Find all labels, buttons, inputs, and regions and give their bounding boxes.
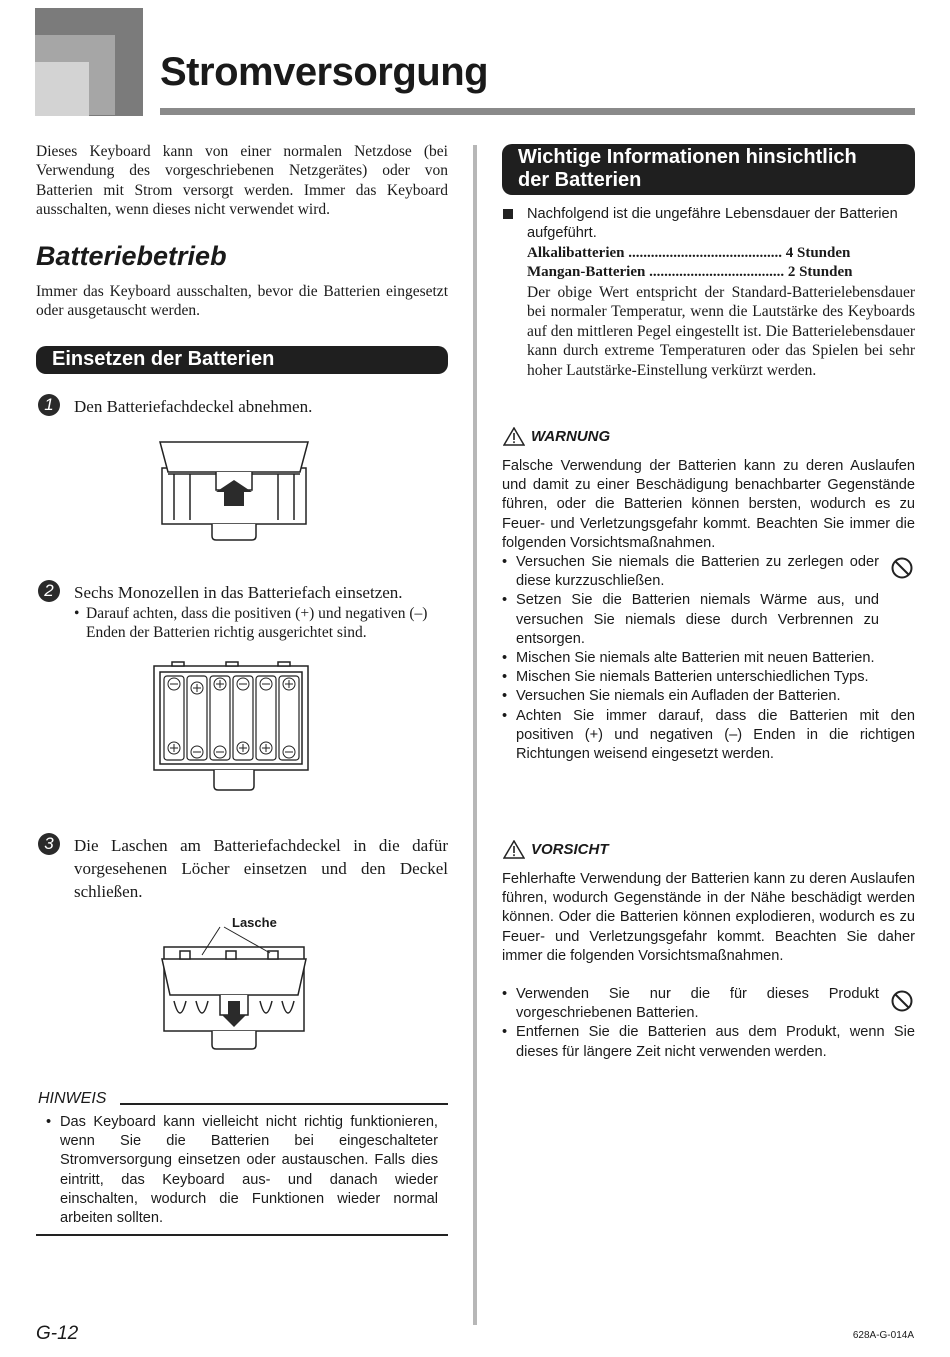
step-1-number: 1 — [38, 394, 60, 416]
caution-item: • Entfernen Sie die Batterien aus dem Produkt, wenn Sie dieses für längere Zeit nicht verwenden werden. — [502, 1023, 915, 1061]
battery-life-lead: Nachfolgend ist die ungefähre Lebensdauer der Batterien aufgeführt. — [527, 206, 898, 242]
step-3-text: Die Laschen am Batteriefachdeckel in die dafür vorgesehenen Löcher einsetzen und den Deckel schließen. — [74, 836, 448, 901]
warning-item: • Versuchen Sie niemals ein Aufladen der Batterien. — [502, 687, 915, 706]
caution-triangle-icon — [503, 840, 525, 859]
document-code: 628A-G-014A — [852, 1330, 914, 1341]
battery-section-text: Immer das Keyboard ausschalten, bevor die Batterien eingesetzt oder ausgetauscht werden. — [36, 283, 448, 320]
prohibited-icon — [891, 557, 913, 579]
step-1-text: Den Batteriefachdeckel abnehmen. — [74, 397, 313, 416]
square-bullet-icon — [503, 209, 513, 219]
caution-item: • Verwenden Sie nur die für dieses Produkt vorgeschriebenen Batterien. — [502, 985, 915, 1023]
intro-paragraph: Dieses Keyboard kann von einer normalen Netzdose (bei Verwendung des vorgeschriebenen Netzgerätes) oder von Batterien mit Strom versorgt werden. Immer das Keyboard ausschalten, wenn dieses nicht verwendet wird. — [36, 143, 448, 219]
battery-life-value: 2 Stunden — [787, 264, 853, 281]
note-heading: HINWEIS — [38, 1090, 107, 1107]
battery-life-table — [527, 244, 879, 283]
battery-info-heading-line1: Wichtige Informationen hinsichtlich — [518, 146, 857, 168]
step-2-text: Sechs Monozellen in das Batteriefach einsetzen. — [74, 583, 403, 602]
warning-list — [502, 553, 915, 764]
leader-dots: .................................... — [645, 264, 785, 281]
battery-life-row-alkaline — [527, 244, 879, 263]
column-divider — [473, 145, 477, 1325]
warning-item: • Mischen Sie niemals Batterien unterschiedlichen Typs. — [502, 668, 915, 687]
caution-list — [502, 985, 915, 1062]
battery-info-heading — [502, 144, 915, 195]
caution-text: Fehlerhafte Verwendung der Batterien kann zu deren Auslaufen führen, wodurch Gegenstände in der Nähe beschädigt werden können. Oder die Batterien können explodieren, wodurch es zu Feuer- und Verletzungsgefahr kommt. Beachten Sie daher immer die folgenden Vorsichtsmaßnahmen. — [502, 871, 915, 964]
note-bottom-rule — [36, 1234, 448, 1236]
insert-batteries-heading: Einsetzen der Batterien — [36, 346, 448, 374]
battery-info-heading-line2: der Batterien — [518, 169, 642, 191]
step-3-number: 3 — [38, 833, 60, 855]
warning-item: • Setzen Sie die Batterien niemals Wärme aus, und versuchen Sie niemals diese durch Verbrennen zu entsorgen. — [502, 591, 915, 649]
leader-dots: ......................................... — [624, 245, 782, 261]
prohibited-icon — [891, 990, 913, 1012]
figure-close-cover — [150, 925, 320, 1053]
header-corner-square-light — [35, 62, 89, 116]
warning-item: • Versuchen Sie niemals die Batterien zu zerlegen oder diese kurzzuschließen. — [502, 553, 915, 591]
title-rule — [160, 108, 915, 115]
note-text: Das Keyboard kann vielleicht nicht richtig funktionieren, wenn Sie die Batterien bei eingeschalteter Stromversorgung einsetzen oder austauschen. Falls dies eintritt, das Keyboard aus- und danach wieder einschalten, wodurch die Funktionen wieder normal arbeiten sollten. — [60, 1114, 438, 1227]
warning-item: • Mischen Sie niemals alte Batterien mit neuen Batterien. — [502, 649, 915, 668]
warning-item: • Achten Sie immer darauf, dass die Batterien mit den positiven (+) und negativen (–) Enden in die richtigen Richtungen weisend eingesetzt werden. — [502, 707, 915, 765]
step-2-subnote: • Darauf achten, dass die positiven (+) und negativen (–) Enden der Batterien richtig ausgerichtet sind. — [74, 604, 449, 643]
step-2-subnote-text: Darauf achten, dass die positiven (+) und negativen (–) Enden der Batterien richtig ausgerichtet sind. — [86, 605, 428, 642]
warning-text: Falsche Verwendung der Batterien kann zu deren Auslaufen und damit zu einer Beschädigung benachbarter Gegenstände führen, oder die Batterien können bersten, wodurch es zu Feuer- und Verletzungsgefahr kommt. Beachten Sie immer die folgenden Vorsichtsmaßnahmen. — [502, 458, 915, 551]
warning-heading: WARNUNG — [531, 428, 611, 445]
figure-remove-cover — [150, 432, 320, 544]
battery-life-value: 4 Stunden — [785, 245, 851, 261]
battery-type: Mangan-Batterien — [527, 264, 646, 281]
battery-section-heading: Batteriebetrieb — [36, 241, 227, 271]
caution-heading: VORSICHT — [531, 841, 609, 858]
note-body: • Das Keyboard kann vielleicht nicht richtig funktionieren, wenn Sie die Batterien bei eingeschalteter Stromversorgung einsetzen oder austauschen. Falls dies eintritt, das Keyboard aus- und danach wieder einschalten, wodurch die Funktionen wieder normal arbeiten sollten. — [46, 1113, 438, 1228]
page-title: Stromversorgung — [160, 50, 489, 94]
battery-life-text: Der obige Wert entspricht der Standard-Batterielebensdauer bei normaler Temperatur, wenn die Lautstärke des Keyboards auf den mittleren Pegel eingestellt ist. Die Batterielebensdauer kann durch extreme Temperaturen oder das Spielen bei sehr hoher Lautstärke-Einstellung verkürzt werden. — [527, 284, 915, 379]
warning-triangle-icon — [503, 427, 525, 446]
figure-insert-batteries — [150, 660, 320, 794]
note-heading-rule — [120, 1103, 448, 1105]
step-2-number: 2 — [38, 580, 60, 602]
battery-life-row-mangan — [527, 263, 879, 282]
page-number: G-12 — [36, 1323, 79, 1344]
lasche-label: Lasche — [232, 915, 277, 930]
battery-type: Alkalibatterien — [527, 245, 625, 261]
